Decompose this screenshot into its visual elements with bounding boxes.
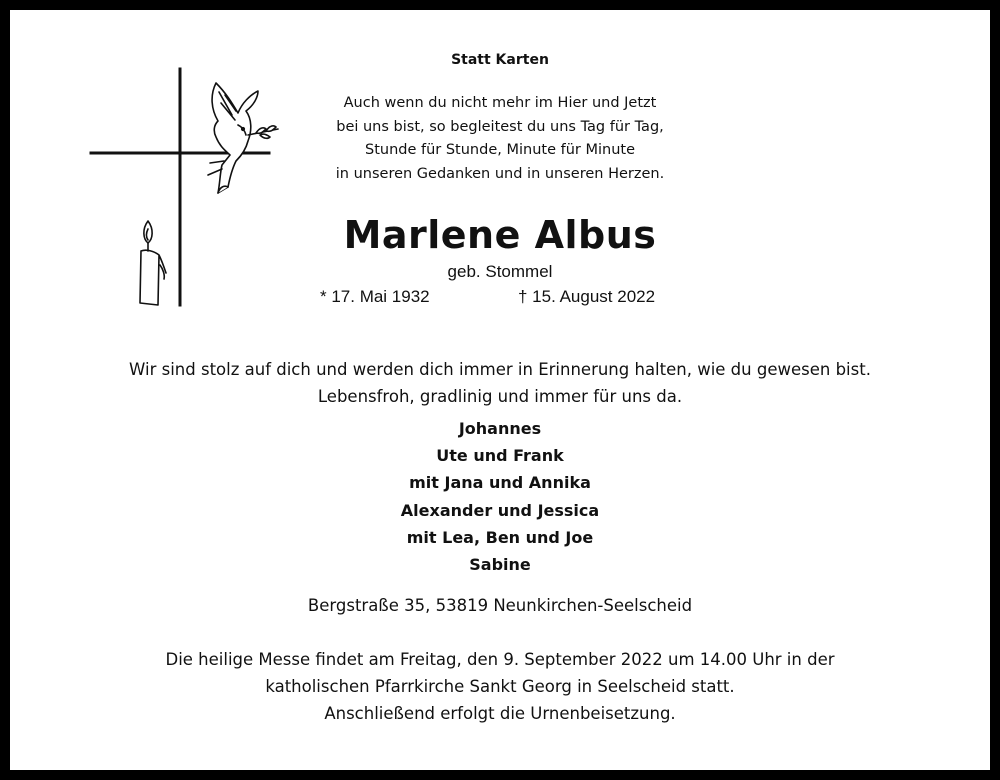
- deceased-name: Marlene Albus: [343, 213, 657, 257]
- address: Bergstraße 35, 53819 Neunkirchen-Seelscheid: [307, 596, 693, 615]
- tribute: [10, 356, 990, 410]
- family-member: Johannes: [458, 419, 542, 438]
- poem-line: Auch wenn du nicht mehr im Hier und Jetzt: [343, 95, 657, 111]
- poem-line: bei uns bist, so begleitest du uns Tag für Tag,: [336, 118, 664, 135]
- service-info: [10, 646, 990, 727]
- service-line: katholischen Pfarrkirche Sankt Georg in Seelscheid statt.: [265, 677, 735, 696]
- family-member: Alexander und Jessica: [400, 500, 600, 520]
- family-member: mit Lea, Ben und Joe: [406, 527, 594, 547]
- service-line: Die heilige Messe findet am Freitag, den 9. September 2022 um 14.00 Uhr in der: [165, 650, 835, 669]
- poem: [10, 92, 990, 186]
- birth-date: * 17. Mai 1932: [320, 287, 430, 306]
- family-member: Sabine: [469, 555, 531, 575]
- family-member: Ute und Frank: [436, 446, 564, 466]
- birth-name: geb. Stommel: [447, 262, 553, 281]
- death-date: † 15. August 2022: [518, 287, 656, 306]
- tribute-line: Lebensfroh, gradlinig und immer für uns da.: [317, 387, 683, 406]
- header-title: Statt Karten: [451, 52, 549, 68]
- service-line: Anschließend erfolgt die Urnenbeisetzung.: [324, 704, 676, 723]
- family-list: [10, 415, 990, 578]
- poem-line: in unseren Gedanken und in unseren Herzen.: [335, 165, 665, 182]
- family-member: mit Jana und Annika: [409, 473, 591, 493]
- tribute-line: Wir sind stolz auf dich und werden dich immer in Erinnerung halten, wie du gewesen bist.: [129, 360, 871, 379]
- poem-line: Stunde für Stunde, Minute für Minute: [364, 142, 635, 158]
